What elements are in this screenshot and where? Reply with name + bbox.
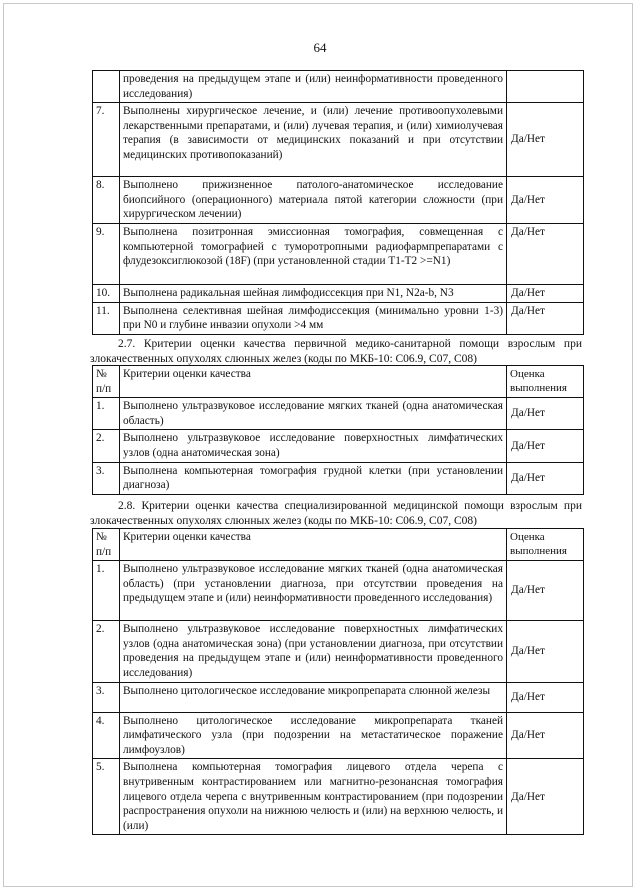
- criteria-table-continued: [92, 70, 584, 335]
- criterion-text: Выполнена компьютерная томография грудной клетки (при установлении диагноза): [120, 462, 507, 494]
- result-cell: Да/Нет: [507, 621, 584, 682]
- table-header-row: [93, 529, 584, 561]
- table-row: [93, 223, 584, 284]
- criterion-text: Выполнена радикальная шейная лимфодиссекция при N1, N2a-b, N3: [120, 284, 507, 302]
- result-cell: Да/Нет: [507, 302, 584, 334]
- table-row: [93, 71, 584, 103]
- section-heading-2-8: 2.8. Критерии оценки качества специализированной медицинской помощи взрослым при злокачественных опухолях слюнных желез (коды по МКБ-10: C06.9, C07, C08): [90, 500, 582, 527]
- table-row: [93, 462, 584, 494]
- row-number: 8.: [93, 177, 120, 224]
- criterion-text: Выполнено цитологическое исследование микропрепарата тканей лимфатического узла (при подозрении на метастатическое поражение лимфоузлов): [120, 712, 507, 759]
- criteria-table-2-8: [92, 528, 584, 835]
- result-cell: Да/Нет: [507, 759, 584, 835]
- table-row: [93, 561, 584, 621]
- row-number: 3.: [93, 462, 120, 494]
- result-cell: Да/Нет: [507, 430, 584, 462]
- result-cell: Да/Нет: [507, 177, 584, 224]
- criterion-text: Выполнено прижизненное патолого-анатомическое исследование биопсийного (операционного) материала пятой категории сложности (при хирургическом лечении): [120, 177, 507, 224]
- section-heading-2-7: 2.7. Критерии оценки качества первичной медико-санитарной помощи взрослым при злокачественных опухолях слюнных желез (коды по МКБ-10: C06.9, C07, C08): [90, 338, 582, 365]
- criterion-text: Выполнено ультразвуковое исследование поверхностных лимфатических узлов (одна анатомическая зона): [120, 430, 507, 462]
- header-criterion: Критерии оценки качества: [120, 366, 507, 398]
- header-result: Оценка выполнения: [507, 529, 584, 561]
- row-number: 7.: [93, 103, 120, 177]
- criterion-text: Выполнено ультразвуковое исследование мягких тканей (одна анатомическая область) (при установлении диагноза, при отсутствии проведения на предыдущем этапе и (или) неинформативности проведенного исследования): [120, 561, 507, 621]
- result-cell: [507, 71, 584, 103]
- row-number: 11.: [93, 302, 120, 334]
- criteria-table-2-7: [92, 365, 584, 495]
- table-row: [93, 284, 584, 302]
- header-number: № п/п: [93, 366, 120, 398]
- result-cell: Да/Нет: [507, 462, 584, 494]
- header-number: № п/п: [93, 529, 120, 561]
- row-number: 5.: [93, 759, 120, 835]
- criterion-text: Выполнено ультразвуковое исследование мягких тканей (одна анатомическая область): [120, 398, 507, 430]
- result-cell: Да/Нет: [507, 284, 584, 302]
- row-number: 1.: [93, 561, 120, 621]
- row-number: 1.: [93, 398, 120, 430]
- row-number: [93, 71, 120, 103]
- row-number: 2.: [93, 621, 120, 682]
- table-row: [93, 177, 584, 224]
- criterion-text: Выполнена селективная шейная лимфодиссекция (минимально уровни 1-3) при N0 и глубине инвазии опухоли >4 мм: [120, 302, 507, 334]
- result-cell: Да/Нет: [507, 398, 584, 430]
- header-result: Оценка выполнения: [507, 366, 584, 398]
- row-number: 3.: [93, 682, 120, 712]
- table-row: [93, 302, 584, 334]
- row-number: 9.: [93, 223, 120, 284]
- table-row: [93, 682, 584, 712]
- criterion-text: Выполнена позитронная эмиссионная томография, совмещенная с компьютерной томографией с туморотропными радиофармпрепаратами с флудезоксиглюкозой (18F) (при установленной стадии T1-T2 >=N1): [120, 223, 507, 284]
- criterion-text: Выполнена компьютерная томография лицевого отдела черепа с внутривенным контрастированием или магнитно-резонансная томография лицевого отдела черепа с внутривенным контрастированием (при подозрении распространения опухоли на нижнюю челюсть и (или) на верхнюю челюсть, и (или): [120, 759, 507, 835]
- result-cell: Да/Нет: [507, 682, 584, 712]
- result-cell: Да/Нет: [507, 712, 584, 759]
- page-number: 64: [313, 40, 327, 55]
- table-row: [93, 103, 584, 177]
- table-row: [93, 398, 584, 430]
- row-number: 10.: [93, 284, 120, 302]
- criterion-text: проведения на предыдущем этапе и (или) неинформативности проведенного исследования): [120, 71, 507, 103]
- table-row: [93, 712, 584, 759]
- result-cell: Да/Нет: [507, 223, 584, 284]
- table-header-row: [93, 366, 584, 398]
- table-row: [93, 430, 584, 462]
- result-cell: Да/Нет: [507, 103, 584, 177]
- result-cell: Да/Нет: [507, 561, 584, 621]
- header-criterion: Критерии оценки качества: [120, 529, 507, 561]
- criterion-text: Выполнены хирургическое лечение, и (или) лечение противоопухолевыми лекарственными препаратами, и (или) лучевая терапия, и (или) химиолучевая терапия (в зависимости от медицинских показаний и при отсутствии медицинских противопоказаний): [120, 103, 507, 177]
- table-row: [93, 759, 584, 835]
- criterion-text: Выполнено цитологическое исследование микропрепарата слюнной железы: [120, 682, 507, 712]
- row-number: 4.: [93, 712, 120, 759]
- row-number: 2.: [93, 430, 120, 462]
- criterion-text: Выполнено ультразвуковое исследование поверхностных лимфатических узлов (одна анатомическая зона) (при установлении диагноза, при отсутствии проведения на предыдущем этапе и (или) неинформативности проведенного исследования): [120, 621, 507, 682]
- table-row: [93, 621, 584, 682]
